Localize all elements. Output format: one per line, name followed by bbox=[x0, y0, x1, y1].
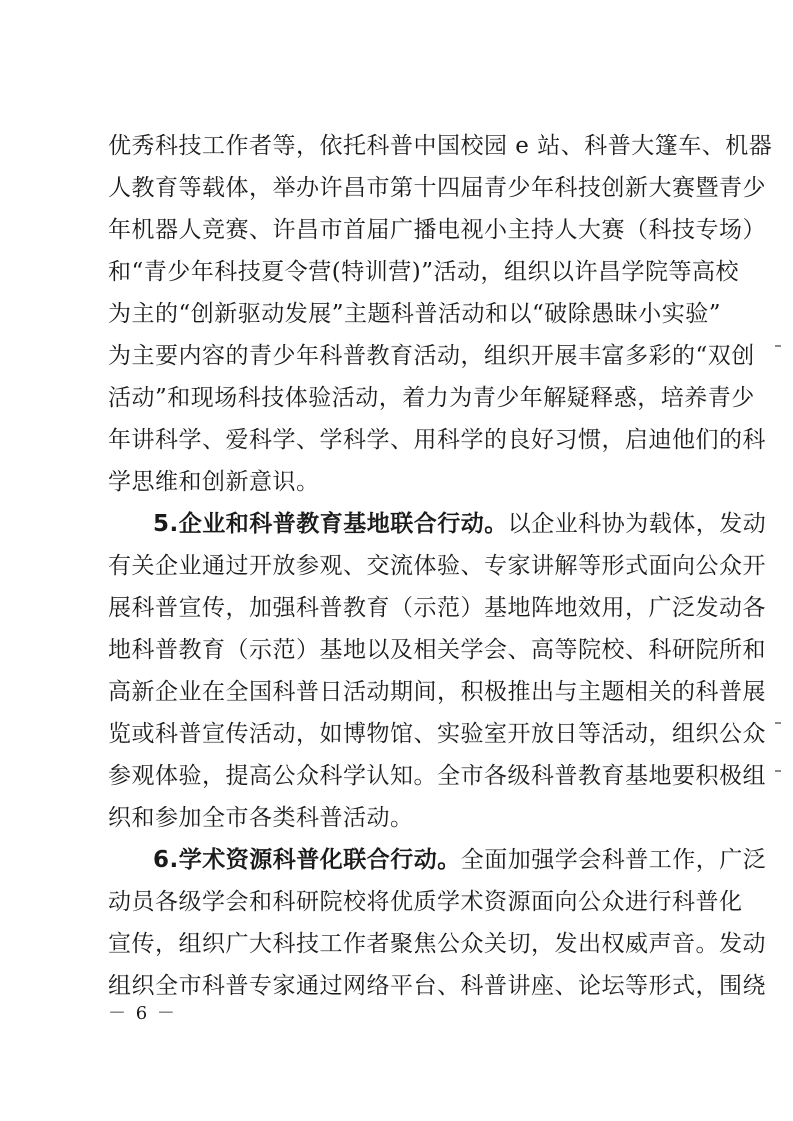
text-line: 展科普宣传，加强科普教育（示范）基地阵地效用，广泛发动各 bbox=[108, 595, 766, 621]
text-line: 为主的“创新驱动发展”主题科普活动和以“破除愚昧小实验” bbox=[108, 301, 722, 327]
text-line: 为主要内容的青少年科普教育活动，组织开展丰富多彩的“双创 bbox=[108, 343, 755, 369]
text-line: 宣传，组织广大科技工作者聚焦公众关切，发出权威声音。发动 bbox=[108, 931, 766, 957]
text-line: 年讲科学、爱科学、学科学、用科学的良好习惯，启迪他们的科 bbox=[108, 427, 766, 453]
text-line: 组织全市科普专家通过网络平台、科普讲座、论坛等形式，围绕 bbox=[108, 973, 766, 999]
scan-mark bbox=[775, 770, 781, 772]
section-first-line bbox=[153, 842, 767, 878]
text-line: 高新企业在全国科普日活动期间，积极推出与主题相关的科普展 bbox=[108, 679, 766, 705]
text-line: 年机器人竞赛、许昌市首届广播电视小主持人大赛（科技专场） bbox=[108, 217, 766, 243]
text-line: 地科普教育（示范）基地以及相关学会、高等院校、科研院所和 bbox=[108, 637, 766, 663]
section-text: 以企业科协为载体，发动 bbox=[507, 511, 767, 537]
text-line: 动员各级学会和科研院校将优质学术资源面向公众进行科普化 bbox=[108, 889, 743, 915]
text-line: 参观体验，提高公众科学认知。全市各级科普教育基地要积极组 bbox=[108, 763, 766, 789]
text-line: 和“青少年科技夏令营(特训营)”活动，组织以许昌学院等高校 bbox=[108, 259, 739, 285]
text-line: 人教育等载体，举办许昌市第十四届青少年科技创新大赛暨青少 bbox=[108, 175, 766, 201]
page-number: － 6 － bbox=[108, 1003, 177, 1024]
text-line: 优秀科技工作者等，依托科普中国校园 e 站、科普大篷车、机器 bbox=[108, 133, 773, 159]
text-line: 有关企业通过开放参观、交流体验、专家讲解等形式面向公众开 bbox=[108, 553, 766, 579]
section-first-line bbox=[153, 506, 767, 542]
section-text: 全面加强学会科普工作，广泛 bbox=[460, 847, 767, 873]
text-line: 活动”和现场科技体验活动，着力为青少年解疑释惑，培养青少 bbox=[108, 385, 755, 411]
section-heading: 6.学术资源科普化联合行动。 bbox=[153, 847, 461, 873]
scan-mark bbox=[775, 345, 781, 347]
text-line: 织和参加全市各类科普活动。 bbox=[108, 805, 414, 831]
text-line: 览或科普宣传活动，如博物馆、实验室开放日等活动，组织公众 bbox=[108, 721, 766, 747]
scan-mark bbox=[775, 722, 781, 724]
text-line: 学思维和创新意识。 bbox=[108, 469, 320, 495]
section-heading: 5.企业和科普教育基地联合行动。 bbox=[153, 511, 508, 537]
